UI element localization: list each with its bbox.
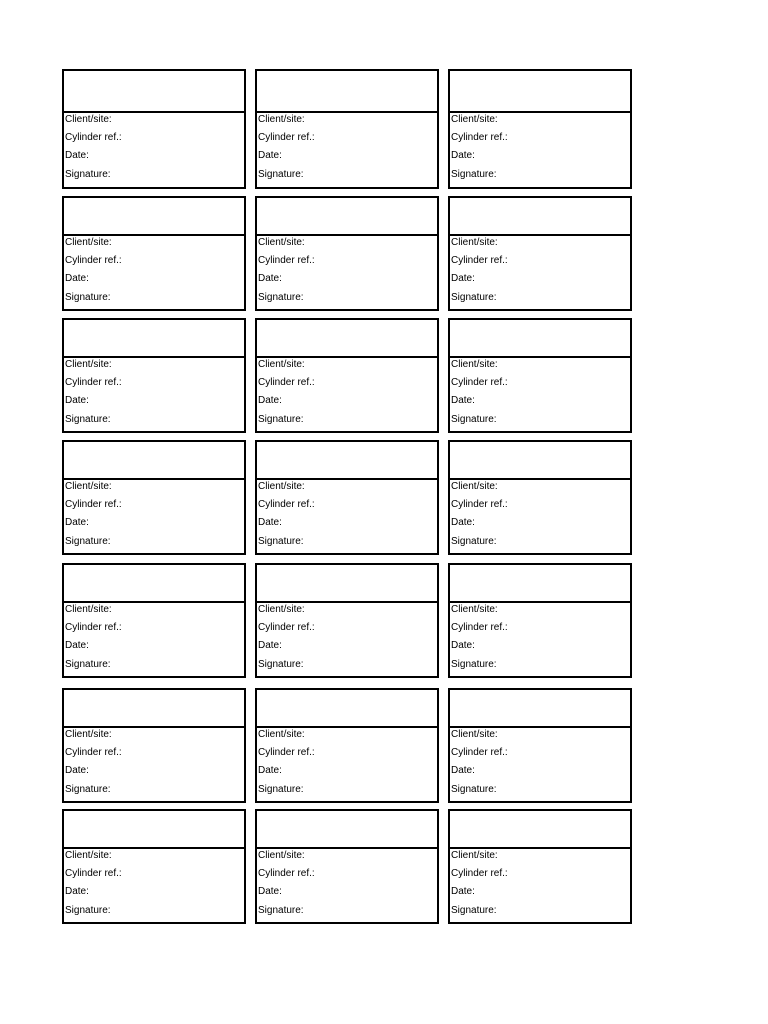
cylinder-ref-label: Cylinder ref.: (258, 255, 315, 266)
client-site-label: Client/site: (451, 359, 498, 370)
cylinder-ref-label: Cylinder ref.: (65, 255, 122, 266)
cylinder-label-card (448, 318, 632, 433)
cylinder-ref-label: Cylinder ref.: (258, 377, 315, 388)
cylinder-ref-label: Cylinder ref.: (451, 255, 508, 266)
signature-label: Signature: (451, 659, 497, 670)
cylinder-label-card (255, 809, 439, 924)
signature-label: Signature: (65, 784, 111, 795)
cylinder-ref-label: Cylinder ref.: (65, 377, 122, 388)
date-label: Date: (451, 150, 475, 161)
date-label: Date: (65, 640, 89, 651)
cylinder-ref-label: Cylinder ref.: (65, 132, 122, 143)
cylinder-label-card (448, 688, 632, 803)
label-header-blank (450, 442, 630, 480)
signature-label: Signature: (65, 414, 111, 425)
label-header-blank (257, 320, 437, 358)
cylinder-ref-label: Cylinder ref.: (65, 868, 122, 879)
date-label: Date: (65, 765, 89, 776)
label-header-blank (450, 690, 630, 728)
label-header-blank (257, 71, 437, 113)
signature-label: Signature: (451, 169, 497, 180)
cylinder-ref-label: Cylinder ref.: (451, 747, 508, 758)
client-site-label: Client/site: (65, 729, 112, 740)
cylinder-ref-label: Cylinder ref.: (65, 499, 122, 510)
signature-label: Signature: (451, 905, 497, 916)
signature-label: Signature: (258, 536, 304, 547)
signature-label: Signature: (65, 536, 111, 547)
client-site-label: Client/site: (258, 850, 305, 861)
client-site-label: Client/site: (258, 481, 305, 492)
label-header-blank (450, 565, 630, 603)
client-site-label: Client/site: (451, 481, 498, 492)
date-label: Date: (451, 395, 475, 406)
client-site-label: Client/site: (258, 604, 305, 615)
client-site-label: Client/site: (65, 604, 112, 615)
signature-label: Signature: (65, 169, 111, 180)
cylinder-ref-label: Cylinder ref.: (258, 132, 315, 143)
signature-label: Signature: (65, 292, 111, 303)
cylinder-label-card (255, 563, 439, 678)
signature-label: Signature: (258, 784, 304, 795)
date-label: Date: (258, 273, 282, 284)
date-label: Date: (65, 395, 89, 406)
label-header-blank (64, 198, 244, 236)
cylinder-ref-label: Cylinder ref.: (451, 499, 508, 510)
date-label: Date: (258, 765, 282, 776)
date-label: Date: (451, 886, 475, 897)
cylinder-ref-label: Cylinder ref.: (451, 377, 508, 388)
signature-label: Signature: (451, 784, 497, 795)
label-header-blank (257, 690, 437, 728)
label-header-blank (64, 565, 244, 603)
label-header-blank (64, 811, 244, 849)
client-site-label: Client/site: (451, 604, 498, 615)
cylinder-label-card (62, 440, 246, 555)
date-label: Date: (258, 640, 282, 651)
cylinder-label-card (255, 688, 439, 803)
signature-label: Signature: (258, 169, 304, 180)
label-header-blank (64, 320, 244, 358)
date-label: Date: (258, 395, 282, 406)
signature-label: Signature: (451, 292, 497, 303)
label-header-blank (257, 811, 437, 849)
client-site-label: Client/site: (258, 729, 305, 740)
cylinder-label-card (62, 688, 246, 803)
client-site-label: Client/site: (451, 114, 498, 125)
signature-label: Signature: (258, 659, 304, 670)
label-header-blank (257, 565, 437, 603)
cylinder-ref-label: Cylinder ref.: (258, 868, 315, 879)
cylinder-label-card (448, 809, 632, 924)
signature-label: Signature: (258, 905, 304, 916)
signature-label: Signature: (451, 414, 497, 425)
date-label: Date: (258, 886, 282, 897)
cylinder-label-card (448, 440, 632, 555)
label-header-blank (450, 198, 630, 236)
client-site-label: Client/site: (65, 114, 112, 125)
client-site-label: Client/site: (258, 237, 305, 248)
label-header-blank (64, 442, 244, 480)
signature-label: Signature: (65, 905, 111, 916)
label-header-blank (64, 690, 244, 728)
date-label: Date: (65, 886, 89, 897)
signature-label: Signature: (451, 536, 497, 547)
client-site-label: Client/site: (451, 850, 498, 861)
date-label: Date: (258, 517, 282, 528)
label-header-blank (257, 442, 437, 480)
cylinder-label-card (255, 69, 439, 189)
cylinder-label-card (448, 69, 632, 189)
client-site-label: Client/site: (65, 359, 112, 370)
client-site-label: Client/site: (451, 729, 498, 740)
cylinder-label-card (448, 563, 632, 678)
cylinder-label-card (62, 69, 246, 189)
date-label: Date: (258, 150, 282, 161)
cylinder-label-card (62, 563, 246, 678)
date-label: Date: (65, 273, 89, 284)
cylinder-ref-label: Cylinder ref.: (451, 132, 508, 143)
cylinder-ref-label: Cylinder ref.: (65, 622, 122, 633)
client-site-label: Client/site: (258, 114, 305, 125)
cylinder-ref-label: Cylinder ref.: (451, 868, 508, 879)
cylinder-ref-label: Cylinder ref.: (65, 747, 122, 758)
date-label: Date: (451, 273, 475, 284)
client-site-label: Client/site: (65, 237, 112, 248)
label-header-blank (450, 71, 630, 113)
cylinder-label-card (62, 809, 246, 924)
date-label: Date: (65, 150, 89, 161)
date-label: Date: (451, 517, 475, 528)
cylinder-label-card (255, 318, 439, 433)
signature-label: Signature: (65, 659, 111, 670)
signature-label: Signature: (258, 292, 304, 303)
cylinder-ref-label: Cylinder ref.: (451, 622, 508, 633)
date-label: Date: (65, 517, 89, 528)
client-site-label: Client/site: (65, 850, 112, 861)
client-site-label: Client/site: (258, 359, 305, 370)
label-header-blank (257, 198, 437, 236)
cylinder-label-card (255, 440, 439, 555)
label-header-blank (64, 71, 244, 113)
cylinder-ref-label: Cylinder ref.: (258, 622, 315, 633)
client-site-label: Client/site: (451, 237, 498, 248)
date-label: Date: (451, 765, 475, 776)
cylinder-label-card (255, 196, 439, 311)
date-label: Date: (451, 640, 475, 651)
cylinder-ref-label: Cylinder ref.: (258, 747, 315, 758)
cylinder-label-card (448, 196, 632, 311)
signature-label: Signature: (258, 414, 304, 425)
client-site-label: Client/site: (65, 481, 112, 492)
cylinder-label-card (62, 318, 246, 433)
label-header-blank (450, 811, 630, 849)
cylinder-ref-label: Cylinder ref.: (258, 499, 315, 510)
label-header-blank (450, 320, 630, 358)
cylinder-label-card (62, 196, 246, 311)
